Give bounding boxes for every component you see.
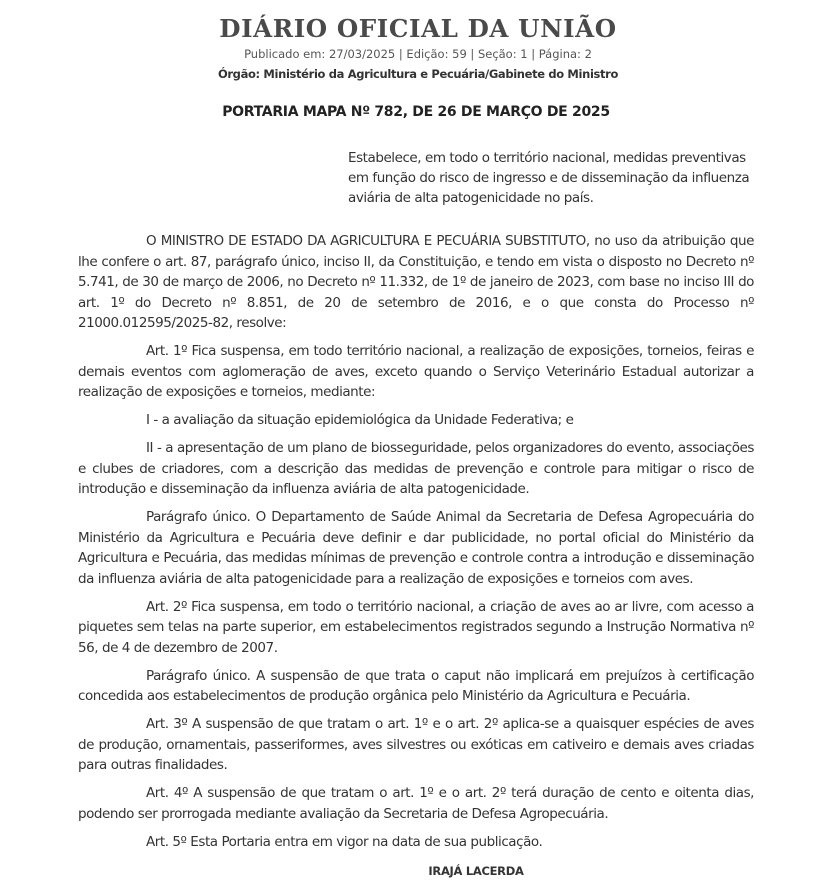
article-1-paragraph: Art. 1º Fica suspensa, em todo território nacional, a realização de exposições, torneios, feiras e demais eventos com aglomeração de aves, exceto quando o Serviço Veterinário Estadual autorizar a realização de exposições e torneios, mediante: [78,343,754,400]
publication-metadata: Publicado em: 27/03/2025 | Edição: 59 | Seção: 1 | Página: 2 [244,47,592,61]
signatory-name: IRAJÁ LACERDA [428,864,524,878]
article-1-item-ii: II - a apresentação de um plano de biosseguridade, pelos organizadores do evento, associações e clubes de criadores, com a descrição das medidas de prevenção e controle para mitigar o risco de introdução e disseminação da influenza aviária de alta patogenicidade. [78,440,754,497]
article-2-paragraph: Art. 2º Fica suspensa, em todo o território nacional, a criação de aves ao ar livre, com acesso a piquetes sem telas na parte superior, em estabelecimentos registrados segundo a Instrução Normativa nº 56, de 4 de dezembro de 2007. [78,598,754,656]
article-1-item-i: I - a avaliação da situação epidemiológica da Unidade Federativa; e [146,412,574,428]
article-1-sole-paragraph: Parágrafo único. O Departamento de Saúde Animal da Secretaria de Defesa Agropecuária do Ministério da Agricultura e Pecuária deve definir e dar publicidade, no portal oficial do Ministério da Agricultura e Pecuária, das medidas mínimas de prevenção e controle contra a introdução e disseminação da influenza aviária de alta patogenicidade para a realização de exposições e torneios com aves. [78,509,754,587]
issuing-organ: Órgão: Ministério da Agricultura e Pecuária/Gabinete do Ministro [217,67,619,81]
article-5-paragraph: Art. 5º Esta Portaria entra em vigor na data de sua publicação. [146,833,543,850]
act-title: PORTARIA MAPA Nº 782, DE 26 DE MARÇO DE 2025 [222,104,610,120]
article-3-paragraph: Art. 3º A suspensão de que tratam o art. 1º e o art. 2º aplica-se a quaisquer espécies de aves de produção, ornamentais, passeriformes, aves silvestres ou exóticas em cativeiro e demais aves criadas para outras finalidades. [78,716,754,773]
preamble-paragraph: O MINISTRO DE ESTADO DA AGRICULTURA E PECUÁRIA SUBSTITUTO, no uso da atribuição que lhe confere o art. 87, parágrafo único, inciso II, da Constituição, e tendo em vista o disposto no Decreto nº 5.741, de 30 de março de 2006, no Decreto nº 11.332, de 1º de janeiro de 2023, com base no inciso III do art. 1º do Decreto nº 8.851, de 20 de setembro de 2016, e o que consta do Processo nº 21000.012595/2025-82, resolve: [78,233,754,331]
article-4-paragraph: Art. 4º A suspensão de que tratam o art. 1º e o art. 2º terá duração de cento e oitenta dias, podendo ser prorrogada mediante avaliação da Secretaria de Defesa Agropecuária. [78,785,754,822]
act-ementa: Estabelece, em todo o território nacional, medidas preventivas em função do risco de ingresso e de disseminação da influenza aviária de alta patogenicidade no país. [348,150,750,206]
act-body [78,231,754,860]
publication-masthead: DIÁRIO OFICIAL DA UNIÃO [219,14,617,43]
article-2-sole-paragraph: Parágrafo único. A suspensão de que trata o caput não implicará em prejuízos à certificação concedida aos estabelecimentos de produção orgânica pelo Ministério da Agricultura e Pecuária. [78,667,754,704]
